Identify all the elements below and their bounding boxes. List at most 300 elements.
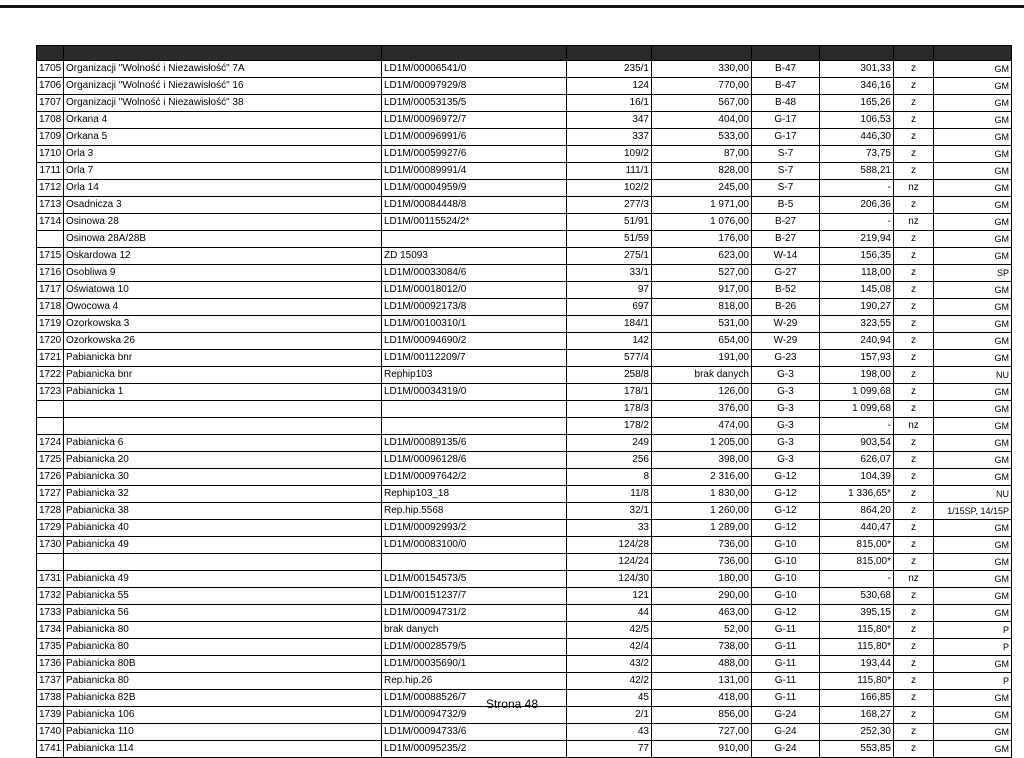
usage-cell: GM bbox=[934, 146, 1012, 163]
value-cell: 115,80* bbox=[820, 673, 894, 690]
area-cell: 1 971,00 bbox=[652, 197, 752, 214]
zone-code-cell: B-26 bbox=[752, 299, 820, 316]
row-number-cell: 1724 bbox=[37, 435, 64, 452]
table-row bbox=[37, 333, 1012, 350]
usage-cell: GM bbox=[934, 214, 1012, 231]
header-cell bbox=[382, 46, 567, 61]
usage-cell: GM bbox=[934, 129, 1012, 146]
usage-cell: GM bbox=[934, 299, 1012, 316]
status-cell: z bbox=[894, 435, 934, 452]
status-cell: z bbox=[894, 384, 934, 401]
plot-number-cell: 347 bbox=[567, 112, 652, 129]
land-register-cell: LD1M/00100310/1 bbox=[382, 316, 567, 333]
row-number-cell: 1737 bbox=[37, 673, 64, 690]
address-cell: Orkana 5 bbox=[64, 129, 382, 146]
usage-cell: GM bbox=[934, 384, 1012, 401]
zone-code-cell: G-27 bbox=[752, 265, 820, 282]
usage-cell: SP bbox=[934, 265, 1012, 282]
row-number-cell: 1717 bbox=[37, 282, 64, 299]
table-row bbox=[37, 316, 1012, 333]
usage-cell: GM bbox=[934, 469, 1012, 486]
row-number-cell: 1709 bbox=[37, 129, 64, 146]
zone-code-cell: S-7 bbox=[752, 163, 820, 180]
usage-cell: GM bbox=[934, 452, 1012, 469]
value-cell: 553,85 bbox=[820, 741, 894, 758]
area-cell: 290,00 bbox=[652, 588, 752, 605]
usage-cell: GM bbox=[934, 690, 1012, 707]
table-row bbox=[37, 503, 1012, 520]
table-row bbox=[37, 452, 1012, 469]
header-cell bbox=[652, 46, 752, 61]
area-cell: 87,00 bbox=[652, 146, 752, 163]
plot-number-cell: 121 bbox=[567, 588, 652, 605]
area-cell: 176,00 bbox=[652, 231, 752, 248]
area-cell: 736,00 bbox=[652, 537, 752, 554]
row-number-cell: 1719 bbox=[37, 316, 64, 333]
status-cell: z bbox=[894, 656, 934, 673]
land-register-cell: LD1M/00097642/2 bbox=[382, 469, 567, 486]
value-cell: 588,21 bbox=[820, 163, 894, 180]
row-number-cell: 1740 bbox=[37, 724, 64, 741]
value-cell: 166,85 bbox=[820, 690, 894, 707]
row-number-cell: 1735 bbox=[37, 639, 64, 656]
row-number-cell: 1706 bbox=[37, 78, 64, 95]
area-cell: 404,00 bbox=[652, 112, 752, 129]
row-number-cell: 1728 bbox=[37, 503, 64, 520]
table-row bbox=[37, 486, 1012, 503]
value-cell: 240,94 bbox=[820, 333, 894, 350]
status-cell: z bbox=[894, 537, 934, 554]
header-cell bbox=[752, 46, 820, 61]
value-cell: 346,16 bbox=[820, 78, 894, 95]
value-cell: 301,33 bbox=[820, 61, 894, 78]
table-row bbox=[37, 163, 1012, 180]
land-register-cell: ZD 15093 bbox=[382, 248, 567, 265]
page-number: Strona 48 bbox=[485, 697, 539, 711]
address-cell: Organizacji "Wolność i Niezawisłość" 16 bbox=[64, 78, 382, 95]
status-cell: z bbox=[894, 469, 934, 486]
table-header-row bbox=[37, 46, 1012, 61]
table-row bbox=[37, 146, 1012, 163]
table-row bbox=[37, 214, 1012, 231]
address-cell: Osobliwa 9 bbox=[64, 265, 382, 282]
area-cell: 488,00 bbox=[652, 656, 752, 673]
land-register-cell: LD1M/00034319/0 bbox=[382, 384, 567, 401]
plot-number-cell: 42/5 bbox=[567, 622, 652, 639]
usage-cell: GM bbox=[934, 418, 1012, 435]
land-register-cell: Rephip103_18 bbox=[382, 486, 567, 503]
table-row bbox=[37, 571, 1012, 588]
usage-cell: GM bbox=[934, 180, 1012, 197]
area-cell: 2 316,00 bbox=[652, 469, 752, 486]
status-cell: z bbox=[894, 707, 934, 724]
header-cell bbox=[567, 46, 652, 61]
plot-number-cell: 178/1 bbox=[567, 384, 652, 401]
address-cell: Pabianicka 30 bbox=[64, 469, 382, 486]
usage-cell: NU bbox=[934, 367, 1012, 384]
area-cell: 770,00 bbox=[652, 78, 752, 95]
usage-cell: GM bbox=[934, 231, 1012, 248]
value-cell: 626,07 bbox=[820, 452, 894, 469]
area-cell: 245,00 bbox=[652, 180, 752, 197]
usage-cell: NU bbox=[934, 486, 1012, 503]
usage-cell: GM bbox=[934, 707, 1012, 724]
plot-number-cell: 33/1 bbox=[567, 265, 652, 282]
plot-number-cell: 77 bbox=[567, 741, 652, 758]
value-cell: 168,27 bbox=[820, 707, 894, 724]
row-number-cell: 1720 bbox=[37, 333, 64, 350]
land-register-cell: LD1M/00089135/6 bbox=[382, 435, 567, 452]
land-register-cell: Rep.hip.5568 bbox=[382, 503, 567, 520]
value-cell: - bbox=[820, 418, 894, 435]
table-row bbox=[37, 605, 1012, 622]
land-register-cell: LD1M/00151237/7 bbox=[382, 588, 567, 605]
value-cell: 815,00* bbox=[820, 537, 894, 554]
row-number-cell: 1721 bbox=[37, 350, 64, 367]
plot-number-cell: 11/8 bbox=[567, 486, 652, 503]
table-row bbox=[37, 673, 1012, 690]
zone-code-cell: G-11 bbox=[752, 622, 820, 639]
zone-code-cell: G-23 bbox=[752, 350, 820, 367]
zone-code-cell: G-12 bbox=[752, 486, 820, 503]
row-number-cell: 1730 bbox=[37, 537, 64, 554]
zone-code-cell: B-47 bbox=[752, 61, 820, 78]
value-cell: 118,00 bbox=[820, 265, 894, 282]
row-number-cell: 1714 bbox=[37, 214, 64, 231]
area-cell: 1 260,00 bbox=[652, 503, 752, 520]
plot-number-cell: 16/1 bbox=[567, 95, 652, 112]
area-cell: 330,00 bbox=[652, 61, 752, 78]
area-cell: 527,00 bbox=[652, 265, 752, 282]
land-register-cell: LD1M/00059927/6 bbox=[382, 146, 567, 163]
status-cell: z bbox=[894, 503, 934, 520]
address-cell: Organizacji "Wolność i Niezawisłość" 38 bbox=[64, 95, 382, 112]
row-number-cell: 1731 bbox=[37, 571, 64, 588]
status-cell: z bbox=[894, 452, 934, 469]
row-number-cell: 1727 bbox=[37, 486, 64, 503]
zone-code-cell: W-29 bbox=[752, 316, 820, 333]
land-register-cell: Rephip103 bbox=[382, 367, 567, 384]
address-cell: Pabianicka bnr bbox=[64, 350, 382, 367]
status-cell: z bbox=[894, 146, 934, 163]
land-register-cell bbox=[382, 554, 567, 571]
table-row bbox=[37, 248, 1012, 265]
plot-number-cell: 8 bbox=[567, 469, 652, 486]
row-number-cell: 1739 bbox=[37, 707, 64, 724]
header-cell bbox=[894, 46, 934, 61]
area-cell: brak danych bbox=[652, 367, 752, 384]
value-cell: 446,30 bbox=[820, 129, 894, 146]
zone-code-cell: G-24 bbox=[752, 741, 820, 758]
value-cell: 815,00* bbox=[820, 554, 894, 571]
value-cell: - bbox=[820, 571, 894, 588]
value-cell: 73,75 bbox=[820, 146, 894, 163]
table-row bbox=[37, 384, 1012, 401]
usage-cell: GM bbox=[934, 95, 1012, 112]
zone-code-cell: G-10 bbox=[752, 537, 820, 554]
status-cell: z bbox=[894, 95, 934, 112]
plot-number-cell: 109/2 bbox=[567, 146, 652, 163]
address-cell: Owocowa 4 bbox=[64, 299, 382, 316]
address-cell: Pabianicka 106 bbox=[64, 707, 382, 724]
zone-code-cell: G-10 bbox=[752, 554, 820, 571]
plot-number-cell: 43 bbox=[567, 724, 652, 741]
zone-code-cell: W-14 bbox=[752, 248, 820, 265]
value-cell: 323,55 bbox=[820, 316, 894, 333]
value-cell: 206,36 bbox=[820, 197, 894, 214]
area-cell: 180,00 bbox=[652, 571, 752, 588]
address-cell: Pabianicka 38 bbox=[64, 503, 382, 520]
value-cell: 156,35 bbox=[820, 248, 894, 265]
address-cell: Orkana 4 bbox=[64, 112, 382, 129]
address-cell: Pabianicka 20 bbox=[64, 452, 382, 469]
address-cell: Pabianicka 49 bbox=[64, 537, 382, 554]
status-cell: nz bbox=[894, 418, 934, 435]
status-cell: z bbox=[894, 248, 934, 265]
status-cell: z bbox=[894, 367, 934, 384]
plot-number-cell: 32/1 bbox=[567, 503, 652, 520]
land-register-cell: LD1M/00035690/1 bbox=[382, 656, 567, 673]
area-cell: 623,00 bbox=[652, 248, 752, 265]
land-register-cell: LD1M/00096991/6 bbox=[382, 129, 567, 146]
land-register-cell: LD1M/00097929/8 bbox=[382, 78, 567, 95]
land-register-cell: LD1M/00092173/8 bbox=[382, 299, 567, 316]
area-cell: 533,00 bbox=[652, 129, 752, 146]
status-cell: z bbox=[894, 588, 934, 605]
table-row bbox=[37, 724, 1012, 741]
plot-number-cell: 51/59 bbox=[567, 231, 652, 248]
address-cell: Pabianicka 49 bbox=[64, 571, 382, 588]
address-cell: Pabianicka 82B bbox=[64, 690, 382, 707]
land-register-cell: LD1M/00006541/0 bbox=[382, 61, 567, 78]
row-number-cell: 1705 bbox=[37, 61, 64, 78]
row-number-cell: 1723 bbox=[37, 384, 64, 401]
area-cell: 1 205,00 bbox=[652, 435, 752, 452]
zone-code-cell: G-17 bbox=[752, 112, 820, 129]
row-number-cell: 1736 bbox=[37, 656, 64, 673]
row-number-cell bbox=[37, 231, 64, 248]
area-cell: 1 076,00 bbox=[652, 214, 752, 231]
land-register-cell bbox=[382, 418, 567, 435]
plot-number-cell: 97 bbox=[567, 282, 652, 299]
value-cell: 165,26 bbox=[820, 95, 894, 112]
status-cell: z bbox=[894, 401, 934, 418]
area-cell: 856,00 bbox=[652, 707, 752, 724]
status-cell: z bbox=[894, 622, 934, 639]
usage-cell: GM bbox=[934, 163, 1012, 180]
plot-number-cell: 124/28 bbox=[567, 537, 652, 554]
status-cell: z bbox=[894, 231, 934, 248]
table-row bbox=[37, 299, 1012, 316]
land-register-cell: LD1M/00004959/9 bbox=[382, 180, 567, 197]
land-register-cell: LD1M/00084448/8 bbox=[382, 197, 567, 214]
zone-code-cell: G-11 bbox=[752, 656, 820, 673]
usage-cell: GM bbox=[934, 537, 1012, 554]
zone-code-cell: B-27 bbox=[752, 231, 820, 248]
zone-code-cell: G-11 bbox=[752, 673, 820, 690]
status-cell: z bbox=[894, 350, 934, 367]
plot-number-cell: 178/2 bbox=[567, 418, 652, 435]
usage-cell: P bbox=[934, 622, 1012, 639]
zone-code-cell: G-3 bbox=[752, 367, 820, 384]
area-cell: 828,00 bbox=[652, 163, 752, 180]
address-cell: Pabianicka 40 bbox=[64, 520, 382, 537]
zone-code-cell: G-10 bbox=[752, 571, 820, 588]
zone-code-cell: G-3 bbox=[752, 418, 820, 435]
usage-cell: GM bbox=[934, 61, 1012, 78]
table-row bbox=[37, 656, 1012, 673]
area-cell: 727,00 bbox=[652, 724, 752, 741]
property-table bbox=[36, 45, 1012, 758]
zone-code-cell: G-10 bbox=[752, 588, 820, 605]
area-cell: 418,00 bbox=[652, 690, 752, 707]
zone-code-cell: G-12 bbox=[752, 520, 820, 537]
address-cell: Organizacji "Wolność i Niezawisłość" 7A bbox=[64, 61, 382, 78]
land-register-cell: LD1M/00096972/7 bbox=[382, 112, 567, 129]
value-cell: - bbox=[820, 180, 894, 197]
status-cell: z bbox=[894, 486, 934, 503]
plot-number-cell: 275/1 bbox=[567, 248, 652, 265]
usage-cell: GM bbox=[934, 571, 1012, 588]
usage-cell: GM bbox=[934, 401, 1012, 418]
address-cell: Osinowa 28 bbox=[64, 214, 382, 231]
usage-cell: P bbox=[934, 639, 1012, 656]
address-cell: Ozorkowska 3 bbox=[64, 316, 382, 333]
zone-code-cell: W-29 bbox=[752, 333, 820, 350]
row-number-cell: 1741 bbox=[37, 741, 64, 758]
area-cell: 1 289,00 bbox=[652, 520, 752, 537]
status-cell: nz bbox=[894, 214, 934, 231]
land-register-cell: LD1M/00083100/0 bbox=[382, 537, 567, 554]
table-row bbox=[37, 129, 1012, 146]
address-cell: Pabianicka 80 bbox=[64, 673, 382, 690]
status-cell: z bbox=[894, 265, 934, 282]
plot-number-cell: 277/3 bbox=[567, 197, 652, 214]
land-register-cell: LD1M/00094731/2 bbox=[382, 605, 567, 622]
usage-cell: GM bbox=[934, 112, 1012, 129]
table-row bbox=[37, 265, 1012, 282]
land-register-cell: LD1M/00092993/2 bbox=[382, 520, 567, 537]
row-number-cell bbox=[37, 418, 64, 435]
address-cell bbox=[64, 418, 382, 435]
plot-number-cell: 124 bbox=[567, 78, 652, 95]
row-number-cell bbox=[37, 554, 64, 571]
value-cell: 252,30 bbox=[820, 724, 894, 741]
usage-cell: GM bbox=[934, 520, 1012, 537]
header-cell bbox=[934, 46, 1012, 61]
plot-number-cell: 2/1 bbox=[567, 707, 652, 724]
address-cell: Pabianicka 55 bbox=[64, 588, 382, 605]
plot-number-cell: 184/1 bbox=[567, 316, 652, 333]
zone-code-cell: G-11 bbox=[752, 639, 820, 656]
land-register-cell: LD1M/00094732/9 bbox=[382, 707, 567, 724]
land-register-cell: LD1M/00028579/5 bbox=[382, 639, 567, 656]
usage-cell: GM bbox=[934, 554, 1012, 571]
plot-number-cell: 124/24 bbox=[567, 554, 652, 571]
row-number-cell: 1715 bbox=[37, 248, 64, 265]
status-cell: z bbox=[894, 163, 934, 180]
area-cell: 736,00 bbox=[652, 554, 752, 571]
land-register-cell: Rep.hip.26 bbox=[382, 673, 567, 690]
usage-cell: GM bbox=[934, 197, 1012, 214]
status-cell: z bbox=[894, 129, 934, 146]
header-cell bbox=[64, 46, 382, 61]
area-cell: 738,00 bbox=[652, 639, 752, 656]
address-cell: Pabianicka 32 bbox=[64, 486, 382, 503]
table-row bbox=[37, 469, 1012, 486]
top-border-line bbox=[0, 5, 1024, 8]
table-row bbox=[37, 588, 1012, 605]
zone-code-cell: G-24 bbox=[752, 724, 820, 741]
address-cell: Pabianicka 56 bbox=[64, 605, 382, 622]
zone-code-cell: S-7 bbox=[752, 146, 820, 163]
address-cell: Pabianicka 80 bbox=[64, 622, 382, 639]
address-cell: Oskardowa 12 bbox=[64, 248, 382, 265]
address-cell bbox=[64, 401, 382, 418]
value-cell: 157,93 bbox=[820, 350, 894, 367]
value-cell: 219,94 bbox=[820, 231, 894, 248]
address-cell: Orla 7 bbox=[64, 163, 382, 180]
plot-number-cell: 44 bbox=[567, 605, 652, 622]
area-cell: 910,00 bbox=[652, 741, 752, 758]
address-cell: Pabianicka 114 bbox=[64, 741, 382, 758]
table-row bbox=[37, 622, 1012, 639]
land-register-cell: LD1M/00096128/6 bbox=[382, 452, 567, 469]
row-number-cell: 1707 bbox=[37, 95, 64, 112]
zone-code-cell: G-3 bbox=[752, 401, 820, 418]
zone-code-cell: G-3 bbox=[752, 384, 820, 401]
address-cell: Pabianicka 1 bbox=[64, 384, 382, 401]
usage-cell: GM bbox=[934, 741, 1012, 758]
plot-number-cell: 51/91 bbox=[567, 214, 652, 231]
area-cell: 474,00 bbox=[652, 418, 752, 435]
table-row bbox=[37, 367, 1012, 384]
land-register-cell: LD1M/00154573/5 bbox=[382, 571, 567, 588]
usage-cell: GM bbox=[934, 588, 1012, 605]
plot-number-cell: 178/3 bbox=[567, 401, 652, 418]
plot-number-cell: 235/1 bbox=[567, 61, 652, 78]
table-row bbox=[37, 95, 1012, 112]
value-cell: 198,00 bbox=[820, 367, 894, 384]
plot-number-cell: 256 bbox=[567, 452, 652, 469]
table-row bbox=[37, 78, 1012, 95]
value-cell: 115,80* bbox=[820, 622, 894, 639]
row-number-cell: 1722 bbox=[37, 367, 64, 384]
plot-number-cell: 142 bbox=[567, 333, 652, 350]
zone-code-cell: G-17 bbox=[752, 129, 820, 146]
address-cell: Pabianicka 80B bbox=[64, 656, 382, 673]
zone-code-cell: G-11 bbox=[752, 690, 820, 707]
header-cell bbox=[37, 46, 64, 61]
status-cell: z bbox=[894, 554, 934, 571]
land-register-cell bbox=[382, 231, 567, 248]
usage-cell: GM bbox=[934, 333, 1012, 350]
area-cell: 131,00 bbox=[652, 673, 752, 690]
status-cell: z bbox=[894, 197, 934, 214]
row-number-cell: 1711 bbox=[37, 163, 64, 180]
table-row bbox=[37, 741, 1012, 758]
row-number-cell bbox=[37, 401, 64, 418]
table-row bbox=[37, 282, 1012, 299]
status-cell: z bbox=[894, 112, 934, 129]
zone-code-cell: B-5 bbox=[752, 197, 820, 214]
zone-code-cell: G-12 bbox=[752, 469, 820, 486]
plot-number-cell: 33 bbox=[567, 520, 652, 537]
land-register-cell: LD1M/00112209/7 bbox=[382, 350, 567, 367]
area-cell: 191,00 bbox=[652, 350, 752, 367]
status-cell: nz bbox=[894, 180, 934, 197]
value-cell: 104,39 bbox=[820, 469, 894, 486]
